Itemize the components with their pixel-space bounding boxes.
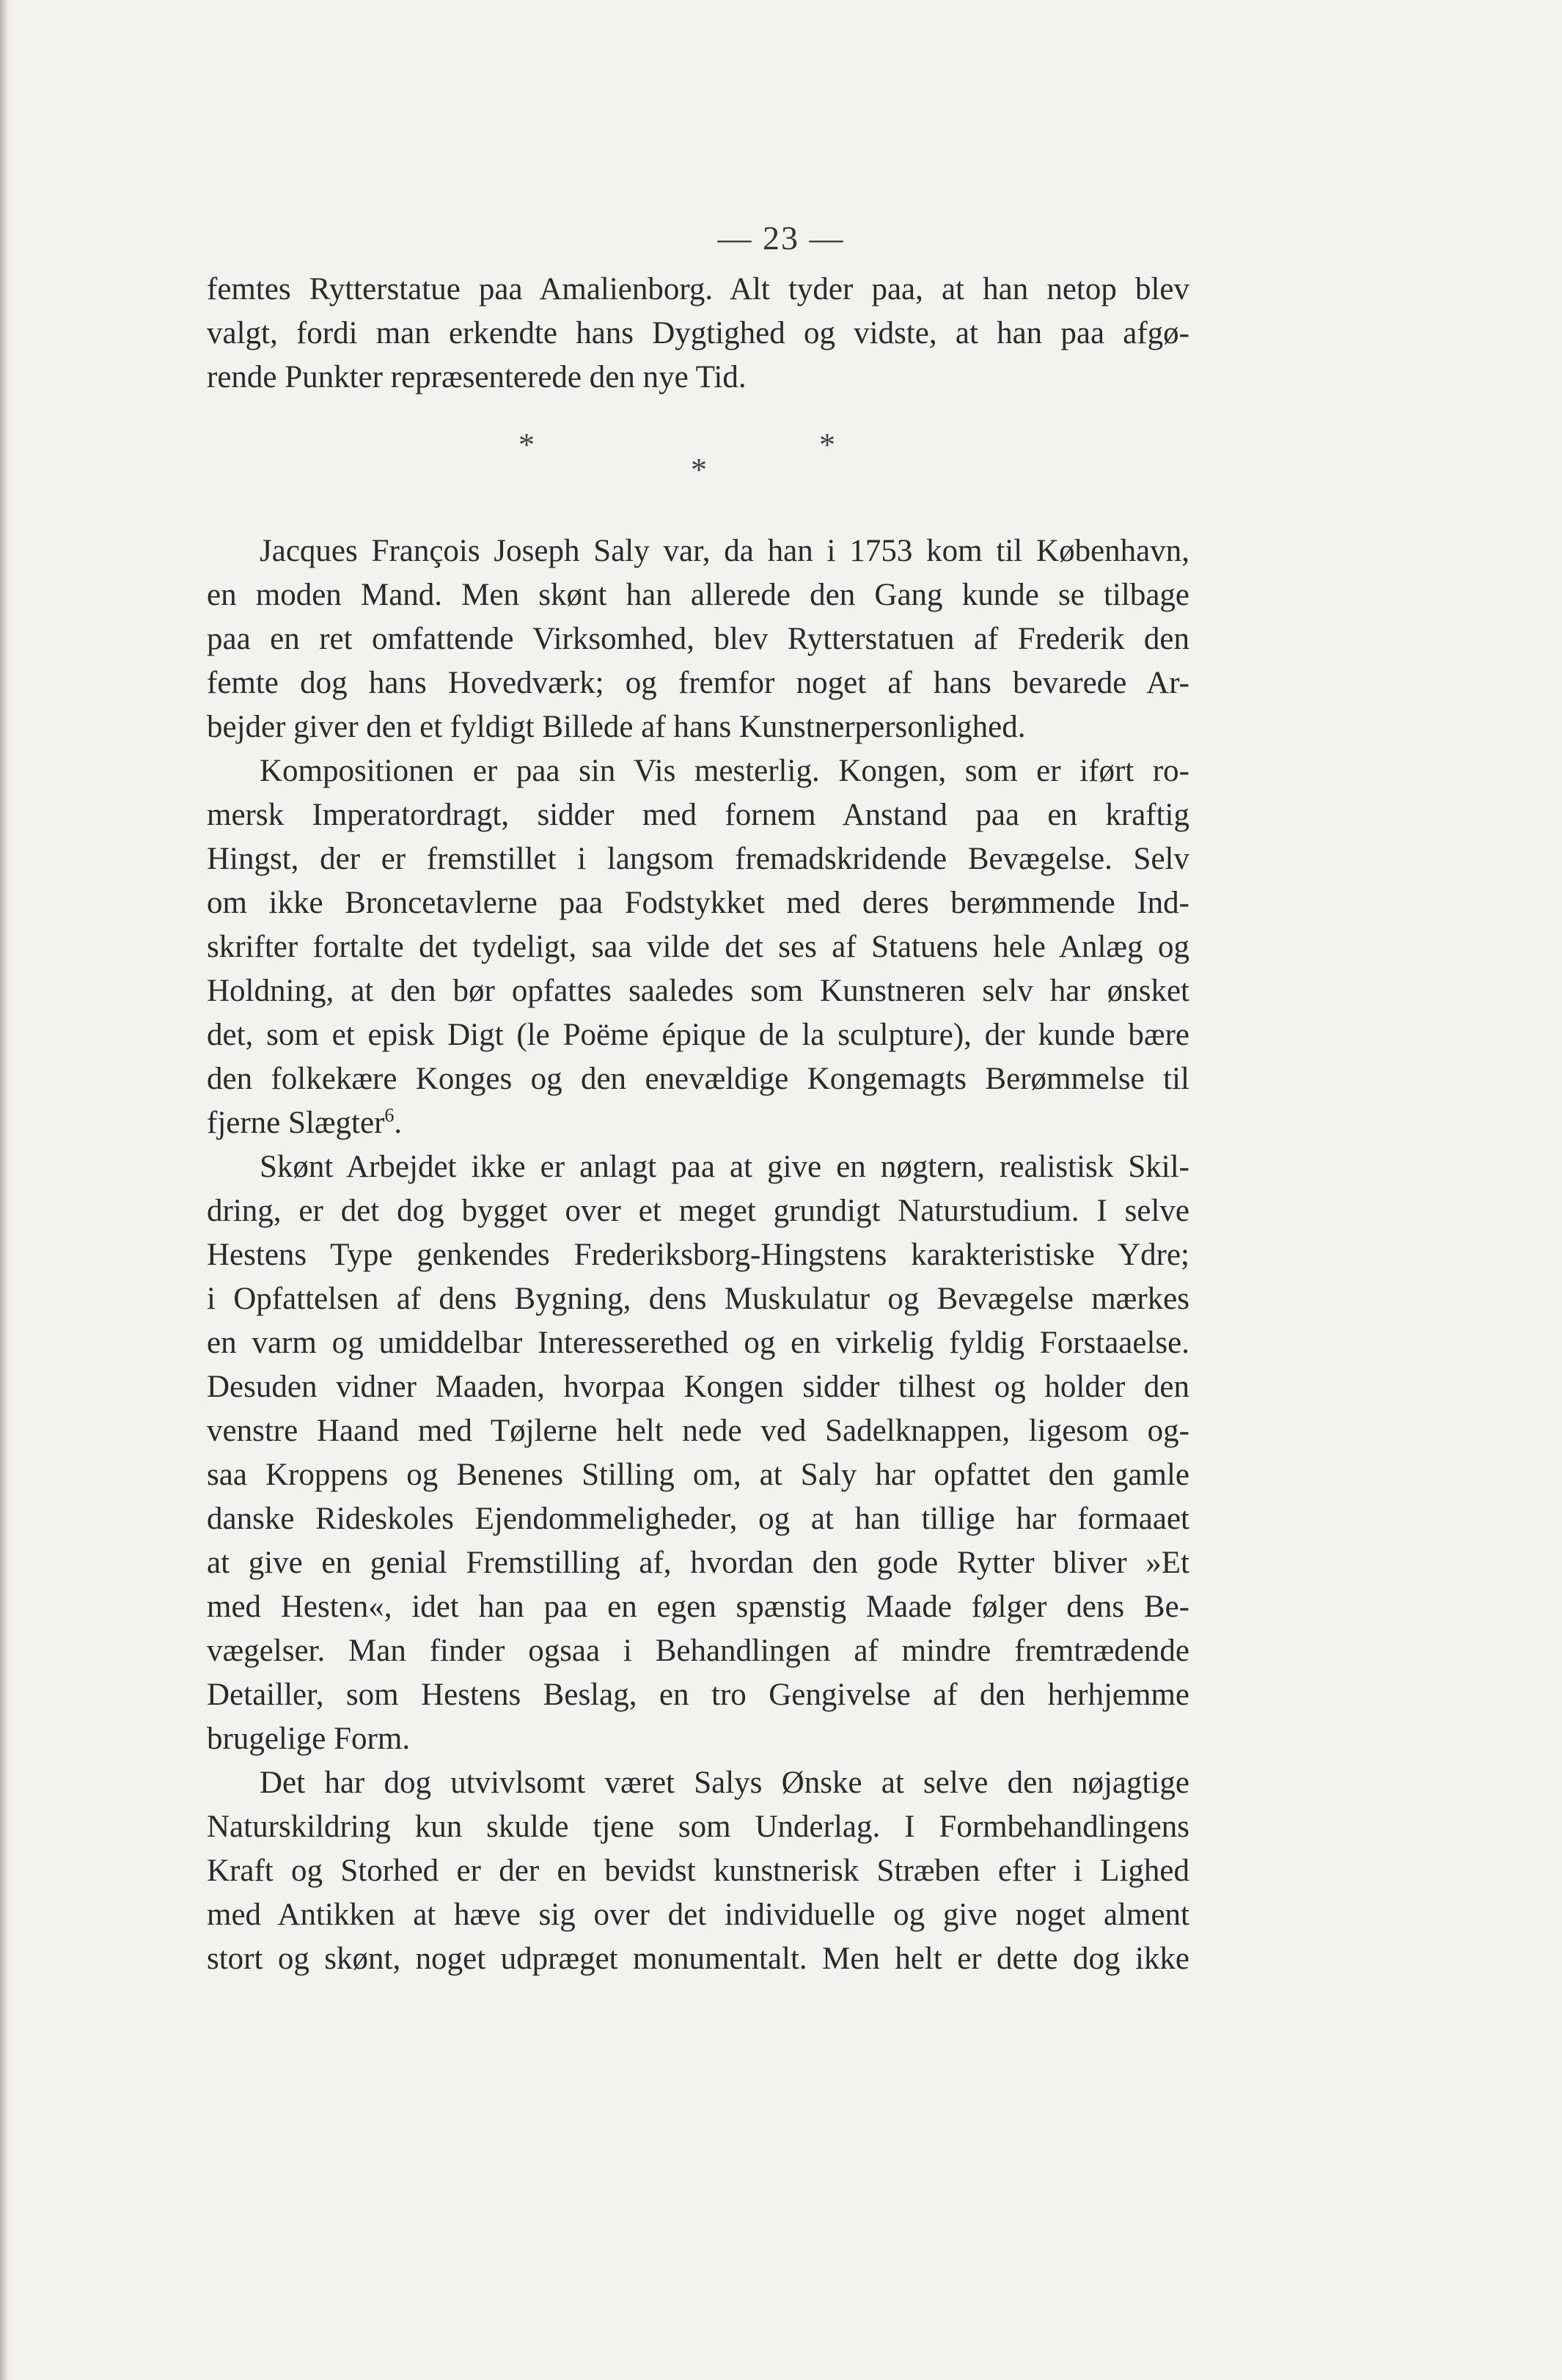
text-line: stort og skønt, noget udpræget monumentalt. Men helt er dette dog ikke xyxy=(207,1942,1189,1976)
page-number: — 23 — xyxy=(717,219,845,257)
paragraph-5 xyxy=(207,1761,1189,1981)
text-fragment: fjerne Slægter xyxy=(207,1106,385,1140)
text-line: den folkekære Konges og den enevældige Kongemagts Berømmelse til xyxy=(207,1062,1189,1096)
paragraph-2 xyxy=(207,529,1189,749)
paragraph-1 xyxy=(207,268,1189,400)
text-line: i Opfattelsen af dens Bygning, dens Muskulatur og Bevægelse mærkes xyxy=(207,1282,1189,1316)
text-line: Holdning, at den bør opfattes saaledes som Kunstneren selv har ønsket xyxy=(207,974,1189,1008)
separator-star: * xyxy=(691,452,707,488)
separator-star: * xyxy=(819,427,835,463)
text-line: mersk Imperatordragt, sidder med fornem Anstand paa en kraftig xyxy=(207,798,1189,832)
text-line: bejder giver den et fyldigt Billede af hans Kunstnerpersonlighed. xyxy=(207,710,1026,744)
text-line: femte dog hans Hovedværk; og fremfor noget af hans bevarede Ar- xyxy=(207,666,1189,700)
text-line: venstre Haand med Tøjlerne helt nede ved Sadelknappen, ligesom og- xyxy=(207,1414,1189,1448)
text-line: Det har dog utvivlsomt været Salys Ønske at selve den nøjagtige xyxy=(260,1766,1189,1800)
text-line: rende Punkter repræsenterede den nye Tid. xyxy=(207,360,747,394)
text-line: det, som et episk Digt (le Poëme épique de la sculpture), der kunde bære xyxy=(207,1018,1189,1052)
text-line: at give en genial Fremstilling af, hvordan den gode Rytter bliver »Et xyxy=(207,1546,1189,1580)
text-line: med Antikken at hæve sig over det individuelle og give noget alment xyxy=(207,1898,1189,1932)
text-line: Hingst, der er fremstillet i langsom fremadskridende Bevægelse. Selv xyxy=(207,842,1189,876)
page-edge-shadow xyxy=(0,0,10,2380)
text-line: vægelser. Man finder ogsaa i Behandlingen af mindre fremtrædende xyxy=(207,1634,1189,1668)
paragraph-3 xyxy=(207,749,1189,1145)
separator-star: * xyxy=(518,427,535,463)
text-line: danske Rideskoles Ejendommeligheder, og at han tillige har formaaet xyxy=(207,1502,1189,1536)
page-body xyxy=(207,268,1189,1981)
text-line: paa en ret omfattende Virksomhed, blev Rytterstatuen af Frederik den xyxy=(207,622,1189,656)
paragraph-4 xyxy=(207,1145,1189,1761)
text-line: Hestens Type genkendes Frederiksborg-Hingstens karakteristiske Ydre; xyxy=(207,1238,1189,1272)
text-fragment: . xyxy=(394,1106,403,1140)
text-line: dring, er det dog bygget over et meget grundigt Naturstudium. I selve xyxy=(207,1194,1189,1228)
text-line: en moden Mand. Men skønt han allerede den Gang kunde se tilbage xyxy=(207,578,1189,612)
text-line: femtes Rytterstatue paa Amalienborg. Alt tyder paa, at han netop blev xyxy=(207,272,1189,306)
text-line: brugelige Form. xyxy=(207,1722,411,1756)
text-line: Detailler, som Hestens Beslag, en tro Gengivelse af den herhjemme xyxy=(207,1678,1189,1712)
text-line: Desuden vidner Maaden, hvorpaa Kongen sidder tilhest og holder den xyxy=(207,1370,1189,1404)
text-line: om ikke Broncetavlerne paa Fodstykket med deres berømmende Ind- xyxy=(207,886,1189,920)
text-line: med Hesten«, idet han paa en egen spænstig Maade følger dens Be- xyxy=(207,1590,1189,1624)
text-line: Jacques François Joseph Saly var, da han i 1753 kom til København, xyxy=(260,534,1189,568)
footnote-marker[interactable]: 6 xyxy=(384,1104,395,1126)
text-line: valgt, fordi man erkendte hans Dygtighed og vidste, at han paa afgø- xyxy=(207,316,1189,350)
text-line: skrifter fortalte det tydeligt, saa vilde det ses af Statuens hele Anlæg og xyxy=(207,930,1189,964)
text-line: en varm og umiddelbar Interesserethed og en virkelig fyldig Forstaaelse. xyxy=(207,1326,1189,1360)
text-line: Skønt Arbejdet ikke er anlagt paa at give en nøgtern, realistisk Skil- xyxy=(260,1150,1189,1184)
text-line xyxy=(207,1101,1189,1145)
text-line: Kraft og Storhed er der en bevidst kunstnerisk Stræben efter i Lighed xyxy=(207,1854,1189,1888)
text-line: saa Kroppens og Benenes Stilling om, at Saly har opfattet den gamle xyxy=(207,1458,1189,1492)
text-line: Naturskildring kun skulde tjene som Underlag. I Formbehandlingens xyxy=(207,1810,1189,1844)
section-separator xyxy=(207,400,1189,532)
text-line: Kompositionen er paa sin Vis mesterlig. Kongen, som er iført ro- xyxy=(260,754,1189,788)
